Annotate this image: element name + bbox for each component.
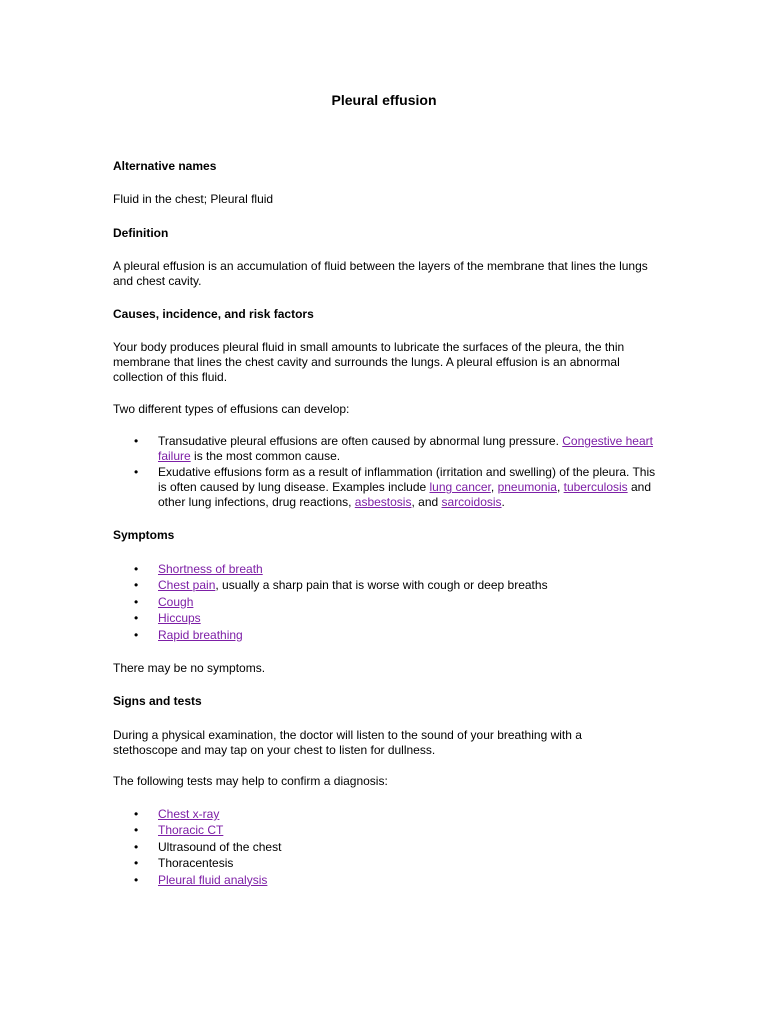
link-asbestosis[interactable]: asbestosis (354, 495, 412, 510)
causes-paragraph-2: Two different types of effusions can develop: (113, 402, 350, 416)
effusion-types-list (113, 434, 658, 512)
link-pneumonia[interactable]: pneumonia (497, 480, 557, 495)
list-item-text: Thoracentesis (158, 856, 234, 871)
bullet-icon: • (134, 594, 139, 609)
heading-causes: Causes, incidence, and risk factors (113, 307, 314, 321)
list-item-text: is the most common cause. (190, 449, 341, 463)
list-item-text: Transudative pleural effusions are often caused by abnormal lung pressure. (158, 434, 563, 448)
list-item-text: , usually a sharp pain that is worse with cough or deep breaths (215, 578, 548, 593)
signs-paragraph-1: During a physical examination, the doctor will listen to the sound of your breathing with a stethoscope and may tap on your chest to listen for dullness. (113, 728, 582, 757)
link-congestive-heart-failure[interactable]: Congestive heart failure (158, 434, 653, 463)
bullet-icon: • (134, 465, 139, 480)
page-title: Pleural effusion (331, 92, 437, 108)
heading-definition: Definition (113, 226, 169, 240)
bullet-icon: • (134, 856, 139, 871)
definition-text: A pleural effusion is an accumulation of fluid between the layers of the membrane that lines the lungs and chest cavity. (113, 259, 648, 288)
link-thoracic-ct[interactable]: Thoracic CT (158, 823, 224, 838)
bullet-icon: • (134, 872, 139, 887)
bullet-icon: • (134, 562, 139, 576)
list-item (113, 578, 658, 593)
list-item (113, 611, 658, 626)
list-item (113, 823, 658, 838)
heading-signs-and-tests: Signs and tests (113, 694, 202, 708)
symptoms-note: There may be no symptoms. (113, 661, 266, 675)
list-item (113, 562, 658, 577)
bullet-icon: • (134, 839, 139, 854)
symptoms-list (113, 562, 658, 644)
link-chest-x-ray[interactable]: Chest x-ray (158, 807, 220, 821)
link-hiccups[interactable]: Hiccups (158, 611, 201, 626)
list-item (113, 465, 658, 510)
link-lung-cancer[interactable]: lung cancer (429, 480, 491, 495)
link-tuberculosis[interactable]: tuberculosis (563, 480, 628, 495)
list-item (113, 873, 658, 888)
link-pleural-fluid-analysis[interactable]: Pleural fluid analysis (158, 872, 268, 887)
list-item (113, 840, 658, 855)
separator-text: , (556, 480, 564, 495)
link-sarcoidosis[interactable]: sarcoidosis (441, 495, 502, 510)
heading-symptoms: Symptoms (113, 528, 175, 542)
link-shortness-of-breath[interactable]: Shortness of breath (158, 562, 263, 576)
heading-alternative-names: Alternative names (113, 159, 217, 173)
list-item-text: and other lung infections, drug reactions, (158, 480, 652, 510)
list-item-text: Exudative effusions form as a result of inflammation (irritation and swelling) of the pleura. This is often caused by lung disease. Examples include (158, 465, 656, 495)
causes-paragraph-1: Your body produces pleural fluid in small amounts to lubricate the surfaces of the pleura, the thin membrane that lines the chest cavity and surrounds the lungs. A pleural effusion is an abnormal collection of this fluid. (113, 340, 625, 384)
signs-paragraph-2: The following tests may help to confirm a diagnosis: (113, 774, 388, 788)
list-item (113, 628, 658, 643)
list-item (113, 856, 658, 871)
link-chest-pain[interactable]: Chest pain (158, 578, 216, 593)
list-item (113, 807, 658, 822)
bullet-icon: • (134, 611, 139, 626)
link-rapid-breathing[interactable]: Rapid breathing (158, 627, 243, 642)
alternative-names-text: Fluid in the chest; Pleural fluid (113, 192, 274, 206)
link-cough[interactable]: Cough (158, 594, 194, 609)
list-item (113, 595, 658, 610)
list-item-text: Ultrasound of the chest (158, 839, 282, 854)
bullet-icon: • (134, 578, 139, 593)
bullet-icon: • (134, 434, 139, 448)
list-item (113, 434, 658, 464)
bullet-icon: • (134, 823, 139, 838)
bullet-icon: • (134, 807, 139, 821)
tests-list (113, 807, 658, 889)
bullet-icon: • (134, 627, 139, 642)
separator-text: , (490, 480, 498, 495)
separator-text: , and (411, 495, 442, 510)
list-item-text: . (501, 495, 505, 510)
